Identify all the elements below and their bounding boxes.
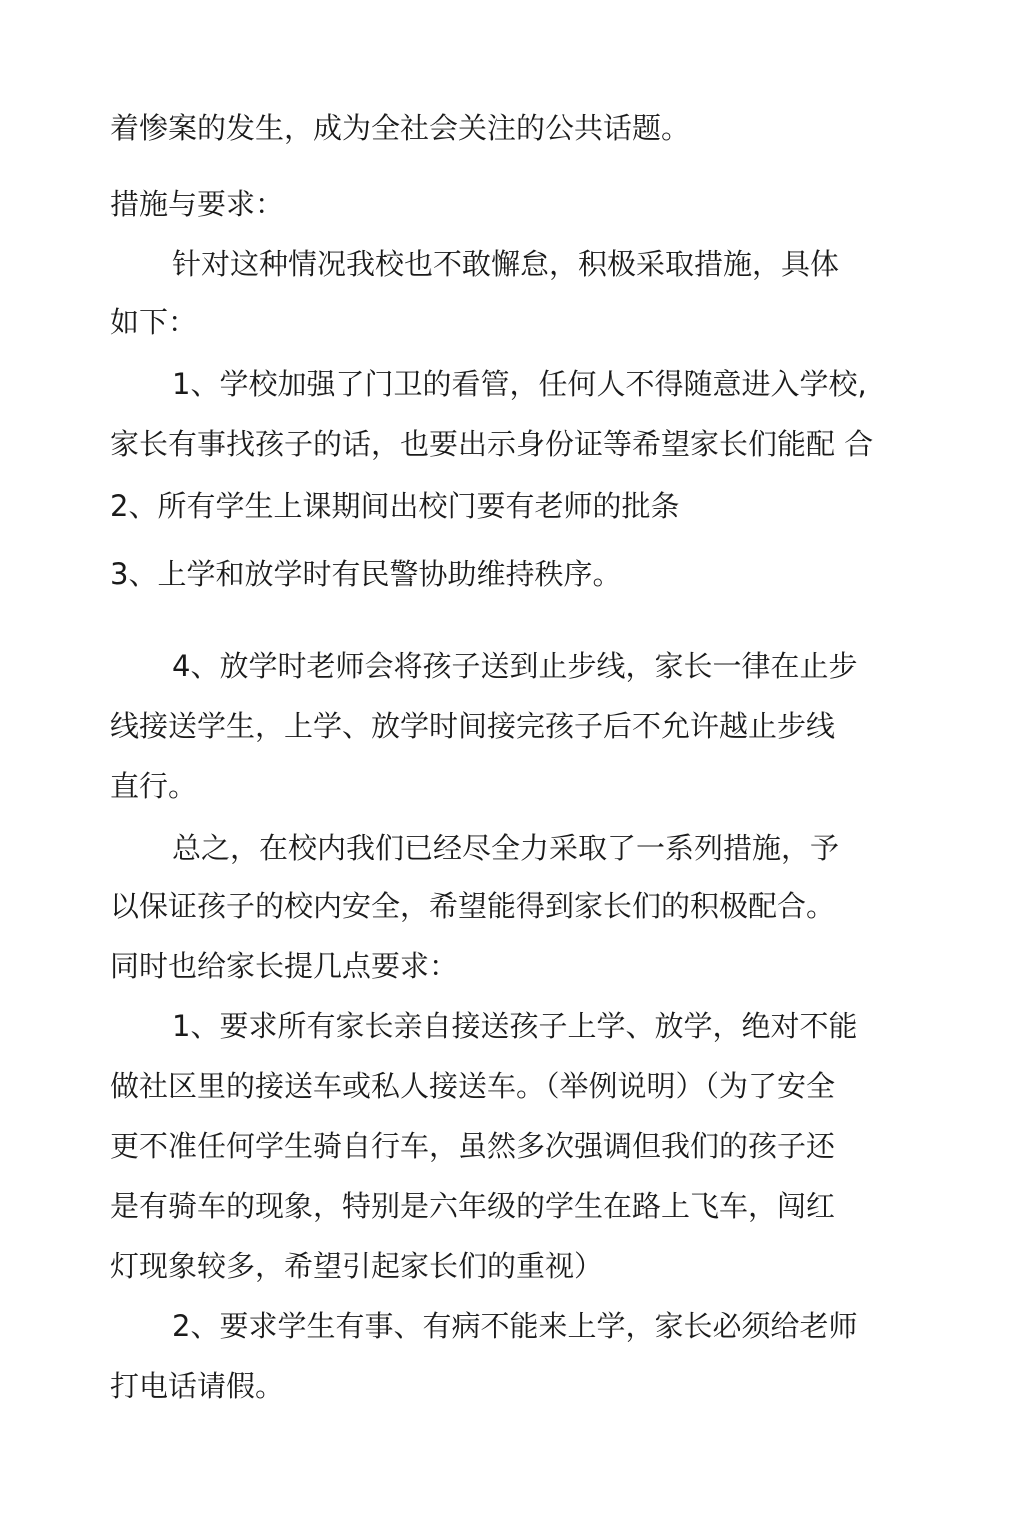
text-line: 是有骑车的现象，特别是六年级的学生在路上飞车，闯红 — [110, 1189, 836, 1223]
list-item: 1、学校加强了门卫的看管，任何人不得随意进入学校, — [172, 367, 867, 401]
list-item: 1、要求所有家长亲自接送孩子上学、放学，绝对不能 — [172, 1009, 858, 1043]
text-line: 灯现象较多，希望引起家长们的重视） — [110, 1249, 604, 1283]
text-line: 着惨案的发生，成为全社会关注的公共话题。 — [110, 111, 691, 145]
text-line: 更不准任何学生骑自行车，虽然多次强调但我们的孩子还 — [110, 1129, 836, 1163]
text-line: 做社区里的接送车或私人接送车。（举例说明）（为了安全 — [110, 1069, 836, 1103]
text-line: 同时也给家长提几点要求： — [110, 949, 459, 983]
text-line: 家长有事找孩子的话，也要出示身份证等希望家长们能配 合 — [110, 427, 874, 461]
text-line: 针对这种情况我校也不敢懈怠，积极采取措施，具体 — [172, 247, 840, 281]
text-line: 线接送学生，上学、放学时间接完孩子后不允许越止步线 — [110, 709, 836, 743]
list-item: 3、上学和放学时有民警协助维持秩序。 — [110, 557, 622, 591]
text-line: 如下： — [110, 305, 198, 339]
text-line: 打电话请假。 — [110, 1369, 285, 1403]
section-heading: 措施与要求： — [110, 187, 285, 221]
list-item: 2、要求学生有事、有病不能来上学，家长必须给老师 — [172, 1309, 858, 1343]
list-item: 2、所有学生上课期间出校门要有老师的批条 — [110, 489, 680, 523]
text-line: 总之，在校内我们已经尽全力采取了一系列措施，予 — [172, 831, 840, 865]
text-line: 以保证孩子的校内安全，希望能得到家长们的积极配合。 — [110, 889, 836, 923]
text-line: 直行。 — [110, 769, 198, 803]
list-item: 4、放学时老师会将孩子送到止步线，家长一律在止步 — [172, 649, 858, 683]
